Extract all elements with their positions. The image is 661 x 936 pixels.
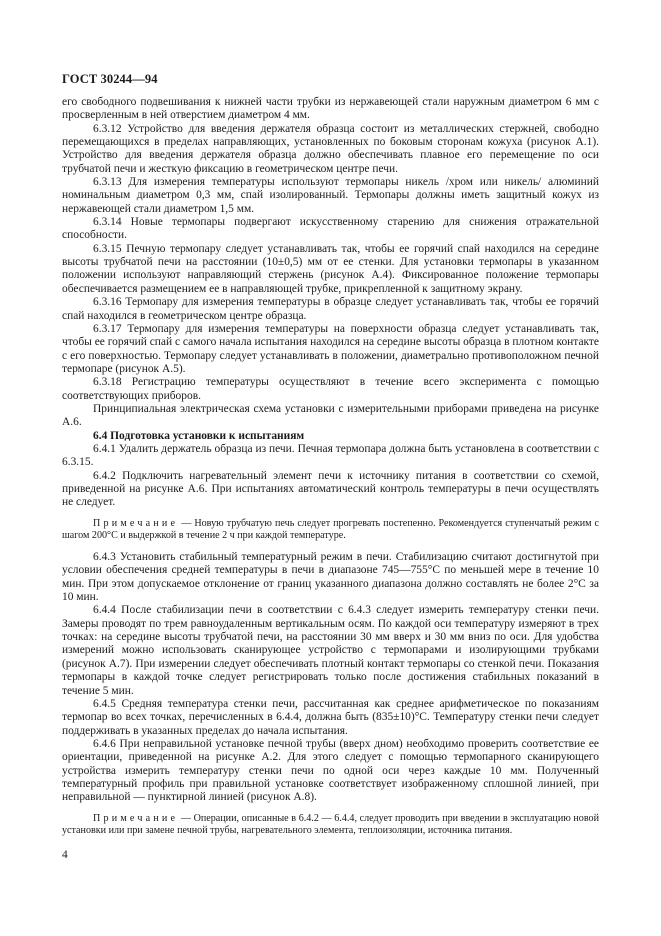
paragraph-6-3-14: 6.3.14 Новые термопары подвергают искусственному старению для снижения отражательной способности. xyxy=(62,216,599,242)
paragraph-6-4-6: 6.4.6 При неправильной установке печной трубы (вверх дном) необходимо проверить соответствие ее ориентации, приведенной на рисунке А.2. Для этого следует с помощью термопарного сканирующего устройства измерить температуру стенки печи по одной оси через каждые 10 мм. Полученный температурный профиль при правильной установке соответствует изображенному сплошной линией, при неправильной — пунктирной линией (рисунок А.8). xyxy=(62,737,599,804)
paragraph-6-4-2: 6.4.2 Подключить нагревательный элемент печи к источнику питания в соответствии со схемой, приведенной на рисунке А.6. При испытаниях автоматический контроль температуры в печи осуществлять не следует. xyxy=(62,469,599,509)
note-label: Примечание xyxy=(93,812,179,824)
document-header: ГОСТ 30244—94 xyxy=(62,72,158,86)
page-number: 4 xyxy=(62,849,68,861)
note-text: — Новую трубчатую печь следует прогревать постепенно. Рекомендуется ступенчатый режим с шагом 200°С и выдержкой в течение 2 ч при каждой температуре. xyxy=(62,517,599,541)
paragraph-6-4-4: 6.4.4 После стабилизации печи в соответствии с 6.4.3 следует измерить температуру стенки печи. Замеры проводят по трем равноудаленным вертикальным осям. По каждой оси температуру измеряют в трех точках: на середине высоты трубчатой печи, на расстоянии 30 мм вверх и 30 мм вниз по оси. Для удобства измерений можно использовать сканирующее устройство с термопарами и изолирующими трубками (рисунок А.7). При измерении следует обеспечивать плотный контакт термопары со стенкой печи. Показания термопары в каждой точке следует регистрировать только после достижения стабильных показаний в течение 5 мин. xyxy=(62,604,599,697)
note-operations xyxy=(62,813,599,837)
paragraph-6-4-1: 6.4.1 Удалить держатель образца из печи. Печная термопара должна быть установлена в соответствии с 6.3.15. xyxy=(62,442,599,469)
paragraph-6-3-15: 6.3.15 Печную термопару следует устанавливать так, чтобы ее горячий спай находился на середине высоты трубчатой печи на расстоянии (10±0,5) мм от ее стенки. Для установки термопары в указанном положении используют направляющий стержень (рисунок А.4). Фиксированное положение термопары обеспечивается размещением ее в направляющей трубке, прикрепленной к защитному экрану. xyxy=(62,242,599,295)
note-label: Примечание xyxy=(93,517,179,529)
note-text: — Операции, описанные в 6.4.2 — 6.4.4, следует проводить при введении в эксплуатацию новой установки или при замене печной трубы, нагревательного элемента, теплоизоляции, источника питания. xyxy=(62,812,599,836)
section-heading-6-4: 6.4 Подготовка установки к испытаниям xyxy=(93,429,305,442)
paragraph-schematic-reference: Принципиальная электрическая схема установки с измерительными приборами приведена на рисунке А.6. xyxy=(62,402,599,429)
paragraph-6-4-3: 6.4.3 Установить стабильный температурный режим в печи. Стабилизацию считают достигнутой при условии обеспечения средней температуры в печи в диапазоне 745—755°С по меньшей мере в течение 10 мин. При этом допускаемое отклонение от границ указанного диапазона должно составлять не более 2°С за 10 мин. xyxy=(62,551,599,604)
paragraph-6-3-17: 6.3.17 Термопару для измерения температуры на поверхности образца следует устанавливать так, чтобы ее горячий спай с самого начала испытания находился на середине высоты образца в плотном контакте с его поверхностью. Термопару следует устанавливать в положении, диаметрально противоположном печной термопаре (рисунок А.5). xyxy=(62,322,599,375)
paragraph-6-3-13: 6.3.13 Для измерения температуры используют термопары никель /хром или никель/ алюминий номинальным диаметром 0,3 мм, спай изолированный. Термопары должны иметь защитный кожух из нержавеющей стали диаметром 1,5 мм. xyxy=(62,176,599,215)
paragraph-6-3-16: 6.3.16 Термопару для измерения температуры в образце следует устанавливать так, чтобы ее горячий спай находился в геометрическом центре образца. xyxy=(62,296,599,322)
paragraph-6-4-5: 6.4.5 Средняя температура стенки печи, рассчитанная как среднее арифметическое по показаниям термопар во всех точках, перечисленных в 6.4.4, должна быть (835±10)°С. Температуру стенки печи следует поддерживать в указанных пределах до начала испытания. xyxy=(62,697,599,737)
paragraph-6-3-12: 6.3.12 Устройство для введения держателя образца состоит из металлических стержней, свободно перемещающихся в пределах направляющих, установленных по боковым сторонам кожуха (рисунок А.1). Устройство для введения держателя образца должно обеспечивать плавное его перемещение по оси трубчатой печи и жесткую фиксацию в геометрическом центре печи. xyxy=(62,122,599,175)
paragraph-6-3-18: 6.3.18 Регистрацию температуры осуществляют в течение всего эксперимента с помощью соответствующих приборов. xyxy=(62,376,599,402)
paragraph-continuation: его свободного подвешивания к нижней части трубки из нержавеющей стали наружным диаметром 6 мм с просверленным в ней отверстием диаметром 4 мм. xyxy=(62,96,599,122)
note-furnace-warmup xyxy=(62,518,599,542)
document-body xyxy=(62,96,599,846)
